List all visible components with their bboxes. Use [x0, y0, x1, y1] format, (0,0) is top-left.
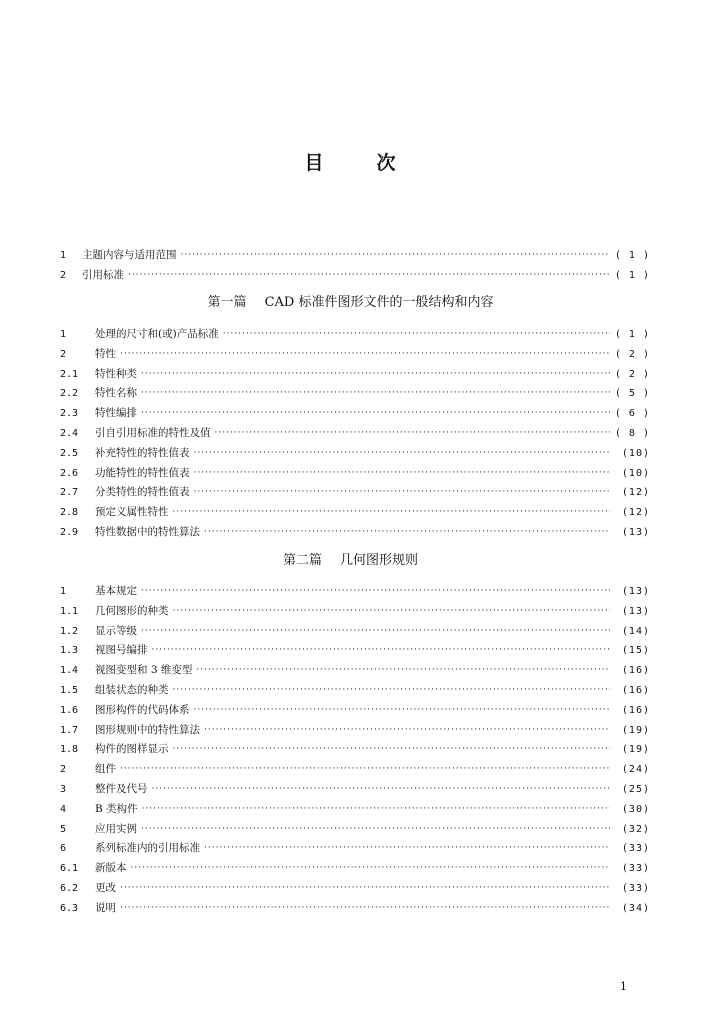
toc-number: 2.3 [60, 408, 79, 420]
toc-number: 1.5 [60, 684, 79, 696]
toc-page: (16) [621, 684, 650, 696]
toc-number: 2.5 [60, 447, 79, 459]
toc-row[interactable] [60, 780, 650, 800]
toc-row[interactable] [60, 899, 650, 919]
toc-number: 3 [60, 783, 67, 795]
toc-row[interactable] [60, 879, 650, 899]
toc-row[interactable] [60, 681, 650, 701]
toc-page: (19) [621, 724, 650, 736]
toc-page: (10) [621, 467, 650, 479]
toc-page: (13) [621, 526, 650, 538]
toc-row[interactable] [60, 721, 650, 741]
leader-dots [215, 424, 611, 444]
toc-label: 特性种类 [95, 367, 137, 380]
toc-row[interactable] [60, 839, 650, 859]
toc-label: 整件及代号 [95, 782, 148, 795]
leader-dots [223, 325, 610, 345]
toc-number: 4 [60, 803, 67, 815]
leader-dots [141, 820, 610, 840]
toc-row[interactable] [60, 582, 650, 602]
toc-page: (33) [621, 843, 650, 855]
toc-row[interactable] [60, 424, 650, 444]
toc-label: 图形构件的代码体系 [95, 703, 190, 716]
toc-row[interactable] [60, 740, 650, 760]
toc-number: 1.1 [60, 605, 79, 617]
toc-page: (12) [621, 507, 650, 519]
toc-label: 分类特性的特性值表 [95, 486, 190, 499]
toc-label: 视图变型和 3 维变型 [95, 664, 193, 677]
toc-row[interactable] [60, 661, 650, 681]
toc-number: 6.1 [60, 863, 79, 875]
toc-number: 1.6 [60, 704, 79, 716]
toc-page: (24) [621, 764, 650, 776]
toc-label: 预定义属性特性 [95, 506, 169, 519]
toc-label: 更改 [95, 881, 116, 894]
leader-dots [194, 444, 611, 464]
toc-label: 功能特性的特性值表 [95, 466, 190, 479]
toc-row[interactable] [60, 325, 650, 345]
toc-row[interactable] [60, 365, 650, 385]
toc-label: 补充特性的特性值表 [95, 446, 190, 459]
leader-dots [204, 523, 610, 543]
page-number: 1 [620, 980, 627, 993]
leader-dots [152, 780, 611, 800]
leader-dots [194, 464, 611, 484]
toc-number: 2 [60, 269, 67, 281]
toc-page: ( 1 ) [614, 329, 650, 340]
toc-number: 5 [60, 823, 67, 835]
toc-row[interactable] [60, 384, 650, 404]
leader-dots [141, 404, 610, 424]
toc-row[interactable] [60, 701, 650, 721]
page-title [0, 148, 701, 175]
toc-row[interactable] [60, 523, 650, 543]
part2-heading-label: 第二篇 [282, 553, 322, 568]
toc-label: 显示等级 [95, 624, 137, 637]
toc-page: (16) [621, 665, 650, 677]
toc-intro [60, 246, 650, 286]
toc-page: (15) [621, 645, 650, 657]
leader-dots [173, 681, 611, 701]
toc-row[interactable] [60, 641, 650, 661]
toc-label: 应用实例 [95, 822, 137, 835]
leader-dots [141, 622, 610, 642]
toc-label: 引自引用标准的特性及值 [95, 426, 211, 439]
leader-dots [204, 721, 610, 741]
toc-row[interactable] [60, 760, 650, 780]
leader-dots [131, 859, 611, 879]
toc-label: 主题内容与适用范围 [82, 249, 177, 261]
toc-label: 特性 [95, 347, 116, 360]
toc-row[interactable] [60, 820, 650, 840]
part1-heading-title: CAD 标准件图形文件的一般结构和内容 [264, 295, 494, 310]
toc-number: 6.3 [60, 902, 79, 914]
toc-row[interactable] [60, 464, 650, 484]
toc-number: 2.4 [60, 427, 79, 439]
leader-dots [120, 760, 610, 780]
leader-dots [142, 800, 610, 820]
toc-label: 特性编排 [95, 407, 137, 420]
toc-page: (32) [621, 823, 650, 835]
toc-page: (13) [621, 586, 650, 597]
toc-page: (30) [621, 803, 650, 815]
toc-label: 处理的尺寸和(或)产品标准 [95, 328, 219, 340]
toc-number: 1.7 [60, 724, 79, 736]
toc-label: B 类构件 [95, 802, 138, 815]
toc-page: (33) [621, 882, 650, 894]
toc-label: 构件的图样显示 [95, 743, 169, 756]
toc-page: (13) [621, 605, 650, 617]
toc-row[interactable] [60, 404, 650, 424]
toc-label: 组件 [95, 763, 116, 776]
toc-label: 视图号编排 [95, 644, 148, 657]
leader-dots [120, 879, 610, 899]
toc-label: 新版本 [95, 862, 127, 875]
toc-label: 说明 [95, 901, 116, 914]
toc-number: 1 [60, 250, 67, 261]
toc-row[interactable] [60, 266, 650, 286]
leader-dots [141, 384, 610, 404]
toc-row[interactable] [60, 602, 650, 622]
leader-dots [173, 602, 611, 622]
toc-number: 1.8 [60, 744, 79, 756]
toc-row[interactable] [60, 345, 650, 365]
leader-dots [120, 345, 610, 365]
toc-page: ( 1 ) [614, 269, 650, 281]
toc-row[interactable] [60, 483, 650, 503]
toc-page: (25) [621, 783, 650, 795]
toc-part1 [60, 325, 650, 543]
toc-page: (10) [621, 447, 650, 459]
leader-dots [181, 246, 611, 266]
leader-dots [196, 661, 610, 681]
toc-page: (14) [621, 625, 650, 637]
toc-label: 引用标准 [82, 268, 124, 281]
toc-number: 6.2 [60, 882, 79, 894]
leader-dots [141, 365, 610, 385]
toc-page: (34) [621, 902, 650, 914]
toc-label: 特性名称 [95, 387, 137, 400]
toc-number: 6 [60, 843, 67, 855]
toc-number: 2 [60, 348, 67, 360]
leader-dots [173, 740, 611, 760]
toc-page: ( 8 ) [614, 427, 650, 439]
title-char-1: 目 [304, 152, 325, 174]
leader-dots [204, 839, 610, 859]
toc-number: 1 [60, 329, 67, 340]
toc-row[interactable] [60, 246, 650, 266]
toc-row[interactable] [60, 800, 650, 820]
toc-label: 特性数据中的特性算法 [95, 525, 200, 538]
toc-number: 2.2 [60, 388, 79, 400]
toc-number: 2 [60, 764, 67, 776]
toc-number: 2.6 [60, 467, 79, 479]
toc-page: (33) [621, 863, 650, 875]
toc-label: 系列标准内的引用标准 [95, 842, 200, 855]
toc-number: 1.4 [60, 665, 79, 677]
toc-row[interactable] [60, 859, 650, 879]
leader-dots [120, 899, 610, 919]
leader-dots [141, 582, 610, 602]
leader-dots [128, 266, 610, 286]
toc-number: 2.9 [60, 526, 79, 538]
part1-heading [0, 293, 701, 313]
toc-page: (19) [621, 744, 650, 756]
toc-page: (16) [621, 704, 650, 716]
part2-heading [0, 551, 701, 571]
toc-number: 1.2 [60, 625, 79, 637]
toc-page: (12) [621, 487, 650, 499]
toc-page: ( 2 ) [614, 368, 650, 380]
leader-dots [194, 701, 611, 721]
toc-label: 图形规则中的特性算法 [95, 723, 200, 736]
toc-row[interactable] [60, 444, 650, 464]
toc-page: ( 2 ) [614, 348, 650, 360]
toc-label: 几何图形的种类 [95, 604, 169, 617]
toc-row[interactable] [60, 622, 650, 642]
toc-number: 2.8 [60, 507, 79, 519]
part2-heading-title: 几何图形规则 [340, 553, 419, 568]
toc-page: ( 5 ) [614, 388, 650, 400]
toc-label: 基本规定 [95, 585, 137, 597]
toc-page: ( 6 ) [614, 408, 650, 420]
toc-row[interactable] [60, 503, 650, 523]
toc-number: 2.7 [60, 487, 79, 499]
part1-heading-label: 第一篇 [207, 295, 247, 310]
toc-number: 1 [60, 586, 67, 597]
leader-dots [173, 503, 611, 523]
toc-number: 1.3 [60, 645, 79, 657]
leader-dots [152, 641, 611, 661]
toc-number: 2.1 [60, 368, 79, 380]
title-char-2: 次 [376, 152, 397, 174]
toc-label: 组装状态的种类 [95, 683, 169, 696]
toc-page: ( 1 ) [614, 250, 650, 261]
leader-dots [194, 483, 611, 503]
toc-part2 [60, 582, 650, 919]
